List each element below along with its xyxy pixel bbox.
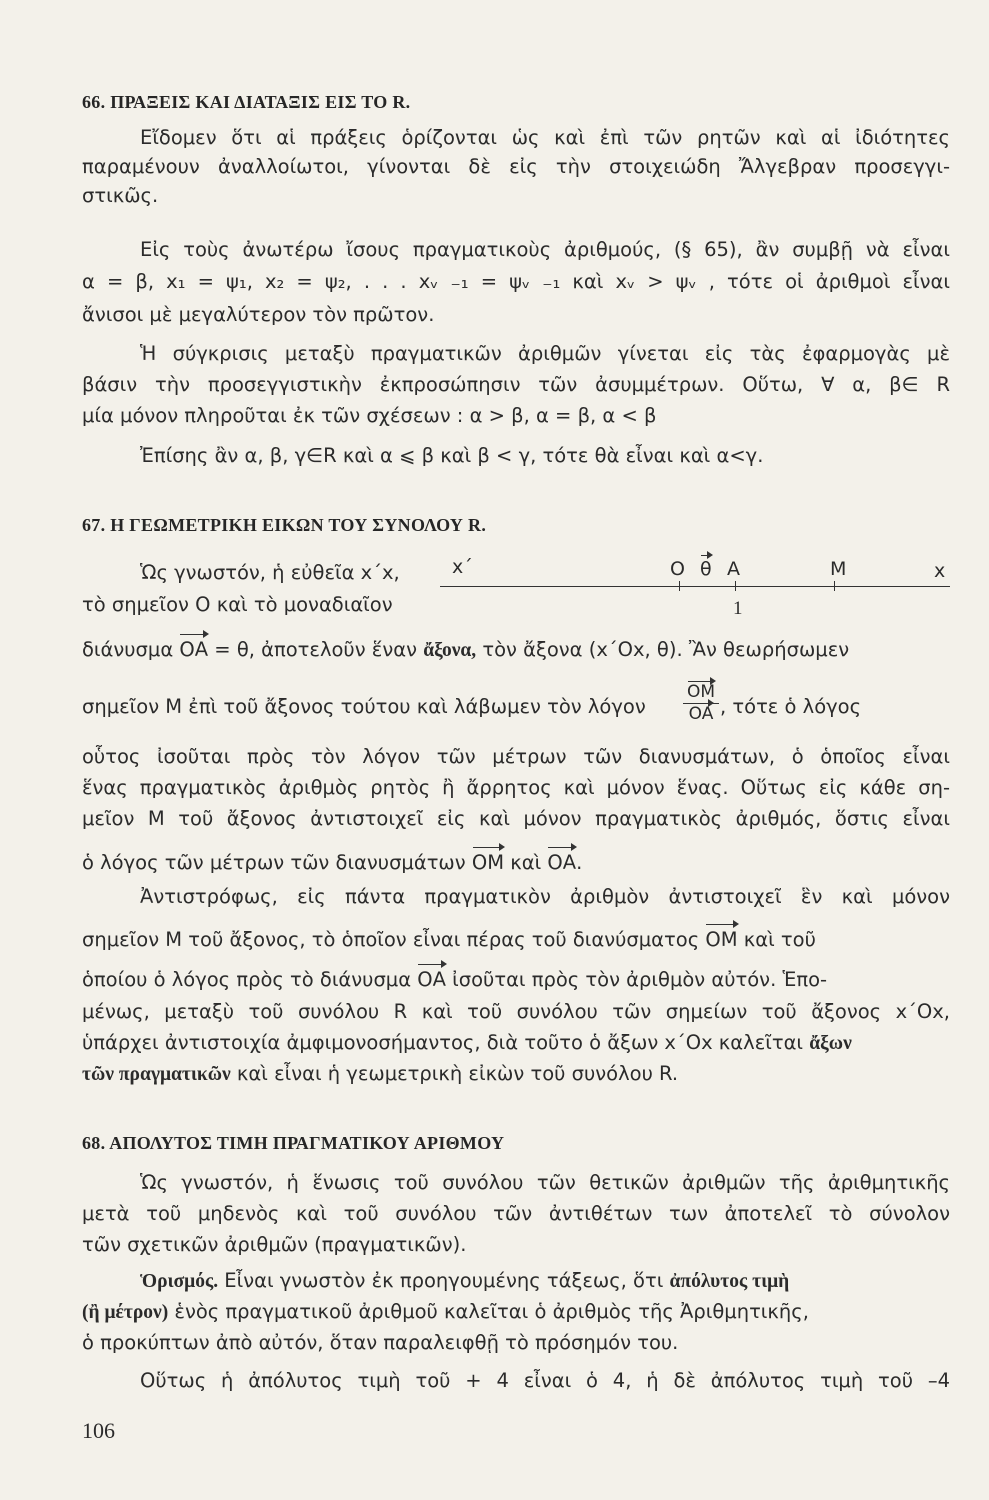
axis-label-x-prime: x΄ xyxy=(452,556,473,578)
text-line: Ὡς γνωστόν, ἡ ἕνωσις τοῦ συνόλου τῶν θετικῶν ἀριθμῶν τῆς ἀριθμητικῆς xyxy=(140,1171,950,1194)
text-line: βάσιν τὴν προσεγγιστικὴν ἐκπροσώπησιν τῶν ἀσυμμέτρων. Οὕτω, ∀ α, β∈ R xyxy=(82,373,950,396)
axis-tick-a xyxy=(735,581,736,591)
bold-term: ἄξονα, xyxy=(423,640,477,661)
bold-term: τῶν πραγματικῶν xyxy=(82,1064,231,1085)
text-line: Εἴδομεν ὅτι αἱ πράξεις ὁρίζονται ὡς καὶ ἐπὶ τῶν ρητῶν καὶ αἱ ἰδιότητες xyxy=(140,126,950,149)
text-line: Ἀντιστρόφως, εἰς πάντα πραγματικὸν ἀριθμὸν ἀντιστοιχεῖ ἓν καὶ μόνον xyxy=(140,885,950,908)
text-line: ἄνισοι μὲ μεγαλύτερον τὸν πρῶτον. xyxy=(82,303,435,326)
axis-label-x: x xyxy=(934,560,946,582)
text-fragment: Εἶναι γνωστὸν ἐκ προηγουμένης τάξεως, ὅτι xyxy=(224,1269,664,1292)
text-line xyxy=(82,850,950,876)
axis-label-one: 1 xyxy=(733,598,743,619)
text-line xyxy=(82,1030,950,1057)
vector-oa: ΟΑ xyxy=(417,968,446,991)
text-fragment: ὑπάρχει ἀντιστοιχία ἀμφιμονοσήμαντος, διὰ τοῦτο ὁ ἄξων x΄Ox καλεῖται xyxy=(82,1031,804,1054)
text-fragment: καὶ τοῦ xyxy=(743,928,816,951)
text-fragment: ὁποίου ὁ λόγος πρὸς τὸ διάνυσμα xyxy=(82,968,412,991)
page-number: 106 xyxy=(82,1418,115,1443)
text-line: Ἡ σύγκρισις μεταξὺ πραγματικῶν ἀριθμῶν γίνεται εἰς τὰς ἐφαρμογὰς μὲ xyxy=(140,342,950,365)
text-line: οὗτος ἰσοῦται πρὸς τὸν λόγον τῶν μέτρων τῶν διανυσμάτων, ὁ ὁποῖος εἶναι xyxy=(82,745,950,768)
section-68-heading: 68. ΑΠΟΛΥΤΟΣ ΤΙΜΗ ΠΡΑΓΜΑΤΙΚΟΥ ΑΡΙΘΜΟΥ xyxy=(82,1133,505,1153)
text-line: μεῖον Μ τοῦ ἄξονος ἀντιστοιχεῖ εἰς καὶ μόνον πραγματικὸς ἀριθμός, ὅστις εἶναι xyxy=(82,807,950,830)
axis-label-o: O xyxy=(670,558,685,580)
text-line: μετὰ τοῦ μηδενὸς καὶ τοῦ συνόλου τῶν ἀντιθέτων των ἀποτελεῖ τὸ σύνολον xyxy=(82,1202,950,1225)
text-line: μένως, μεταξὺ τοῦ συνόλου R καὶ τοῦ συνόλου τῶν σημείων τοῦ ἄξονος x΄Ox, xyxy=(82,1000,950,1023)
axis-label-a: A xyxy=(727,558,740,580)
bold-term: (ἢ μέτρον) xyxy=(82,1302,169,1323)
text-line: μία μόνον πληροῦται ἐκ τῶν σχέσεων : α > β, α = β, α < β xyxy=(82,404,657,427)
text-line: παραμένουν ἀναλλοίωτοι, γίνονται δὲ εἰς τὴν στοιχειώδη Ἄλγεβραν προσεγγι- xyxy=(82,155,950,178)
section-67-heading: 67. Η ΓΕΩΜΕΤΡΙΚΗ ΕΙΚΩΝ ΤΟΥ ΣΥΝΟΛΟΥ R. xyxy=(82,515,487,535)
bold-term: ἀπόλυτος τιμὴ xyxy=(669,1271,790,1292)
text-fragment: σημεῖον Μ τοῦ ἄξονος, τὸ ὁποῖον εἶναι πέρας τοῦ διανύσματος xyxy=(82,928,700,951)
text-line: τῶν σχετικῶν ἀριθμῶν (πραγματικῶν). xyxy=(82,1233,467,1256)
text-line: , τότε ὁ λόγος xyxy=(720,695,862,718)
text-line xyxy=(82,967,950,993)
text-line: τὸ σημεῖον Ο καὶ τὸ μοναδιαῖον xyxy=(82,593,393,616)
text-fragment: καὶ εἶναι ἡ γεωμετρικὴ εἰκὼν τοῦ συνόλου R. xyxy=(236,1062,679,1085)
text-line: α = β, x₁ = ψ₁, x₂ = ψ₂, . . . xᵥ ₋₁ = ψᵥ ₋₁ καὶ xᵥ > ψᵥ , τότε οἱ ἀριθμοὶ εἶναι xyxy=(82,270,950,293)
ratio-fraction xyxy=(683,684,719,723)
axis-label-m: M xyxy=(830,558,847,580)
text-line xyxy=(140,1268,950,1295)
bold-term: ἄξων xyxy=(809,1033,852,1054)
text-line xyxy=(82,637,950,664)
vector-om: ΟΜ xyxy=(471,851,505,874)
fraction-numerator: OM xyxy=(686,682,716,702)
axis-line xyxy=(440,586,950,587)
text-fragment: ἰσοῦται πρὸς τὸν ἀριθμὸν αὐτόν. Ἑπο- xyxy=(452,968,828,991)
text-line: ὁ προκύπτων ἀπὸ αὐτόν, ὅταν παραλειφθῇ τὸ πρόσημόν του. xyxy=(82,1331,679,1354)
text-line xyxy=(82,1061,950,1088)
text-line: Ἐπίσης ἂν α, β, γ∈R καὶ α ⩽ β καὶ β < γ, τότε θὰ εἶναι καὶ α<γ. xyxy=(140,444,764,467)
text-fragment: ἑνὸς πραγματικοῦ ἀριθμοῦ καλεῖται ὁ ἀριθμὸς τῆς Ἀριθμητικῆς, xyxy=(174,1300,809,1323)
vector-oa: ΟΑ xyxy=(179,638,209,661)
text-line: Ὡς γνωστόν, ἡ εὐθεῖα x΄x, xyxy=(140,561,400,584)
bold-term: Ὁρισμός. xyxy=(140,1271,219,1292)
vector-om: ΟΜ xyxy=(705,928,738,951)
text-fragment: τὸν ἄξονα (x΄Ox, θ). Ἂν θεωρήσωμεν xyxy=(482,638,850,661)
text-fragment: ὁ λόγος τῶν μέτρων τῶν διανυσμάτων xyxy=(82,851,466,874)
text-line xyxy=(82,927,950,953)
text-line: στικῶς. xyxy=(82,184,159,207)
fraction-denominator: OA xyxy=(688,704,714,724)
axis-tick-o xyxy=(679,581,680,591)
vector-oa: ΟΑ xyxy=(547,851,577,874)
text-fragment: καὶ xyxy=(510,851,542,874)
text-fragment: διάνυσμα xyxy=(82,638,174,661)
section-66-heading: 66. ΠΡΑΞΕΙΣ ΚΑΙ ΔΙΑΤΑΞΙΣ ΕΙΣ ΤΟ R. xyxy=(82,92,411,112)
text-line xyxy=(82,1299,950,1326)
text-fragment: = θ, ἀποτελοῦν ἕναν xyxy=(214,638,417,661)
text-line: ἕνας πραγματικὸς ἀριθμὸς ρητὸς ἢ ἄρρητος καὶ μόνον ἕνας. Οὕτως εἰς κάθε ση- xyxy=(82,776,950,799)
text-line: Οὕτως ἡ ἀπόλυτος τιμὴ τοῦ + 4 εἶναι ὁ 4, ἡ δὲ ἀπόλυτος τιμὴ τοῦ –4 xyxy=(140,1369,950,1392)
axis-label-theta: θ xyxy=(700,558,712,580)
axis-tick-m xyxy=(834,581,835,591)
text-line: Εἰς τοὺς ἀνωτέρω ἴσους πραγματικοὺς ἀριθμούς, (§ 65), ἂν συμβῇ νὰ εἶναι xyxy=(140,238,950,261)
text-fragment: . xyxy=(576,851,583,874)
text-line: σημεῖον Μ ἐπὶ τοῦ ἄξονος τούτου καὶ λάβωμεν τὸν λόγον xyxy=(82,695,646,718)
